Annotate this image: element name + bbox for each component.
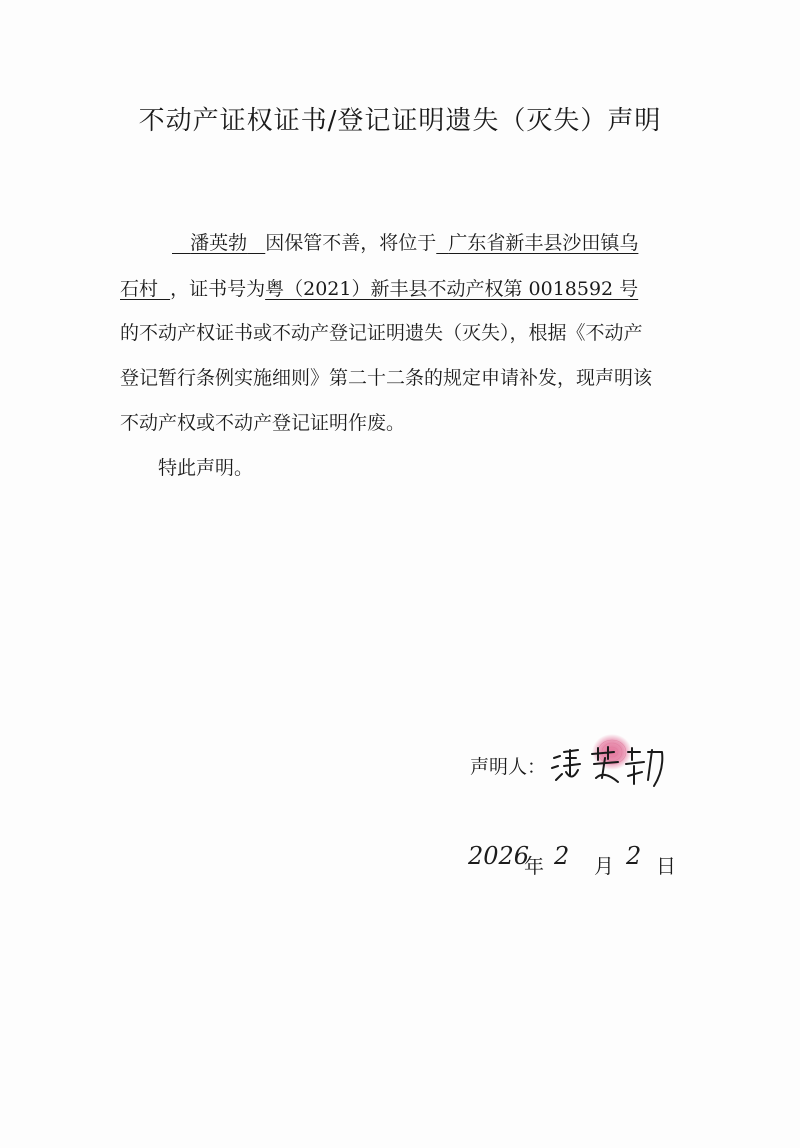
signature-with-fingerprint [548,730,668,800]
text-after-name: 因保管不善，将位于 [265,232,437,254]
owner-name: 潘英勃 [190,232,248,254]
paragraph-line-4: 登记暂行条例实施细则》第二十二条的规定申请补发，现声明该 [120,367,653,389]
date-day-char: 日 [656,854,676,878]
text-cert-prefix: ，证书号为 [170,278,266,300]
date-month: 2 [554,842,570,870]
signature-image [548,730,668,800]
location-part-2: 石村 [120,278,159,300]
cert-number: 粤（2021）新丰县不动产权第 0018592 号 [265,278,639,300]
declarant-label: 声明人： [470,756,547,778]
declarant-row [470,752,546,779]
closing-text: 特此声明。 [158,457,254,479]
paragraph-line-1 [120,230,690,257]
date-year-char: 年 [524,854,544,878]
closing-line [120,455,690,482]
paragraph-line-5: 不动产权或不动产登记证明作废。 [120,412,406,434]
date-line [460,840,700,880]
date-year: 2026 [468,842,530,870]
document-title: 不动产证权证书/登记证明遗失（灭失）声明 [138,106,662,136]
date-month-char: 月 [594,854,614,878]
location-part-1: 广东省新丰县沙田镇乌 [448,232,639,254]
date-day: 2 [626,842,642,870]
paragraph-line-2 [120,276,690,303]
paragraph-line-3: 的不动产权证书或不动产登记证明遗失（灭失），根据《不动产 [120,322,643,344]
